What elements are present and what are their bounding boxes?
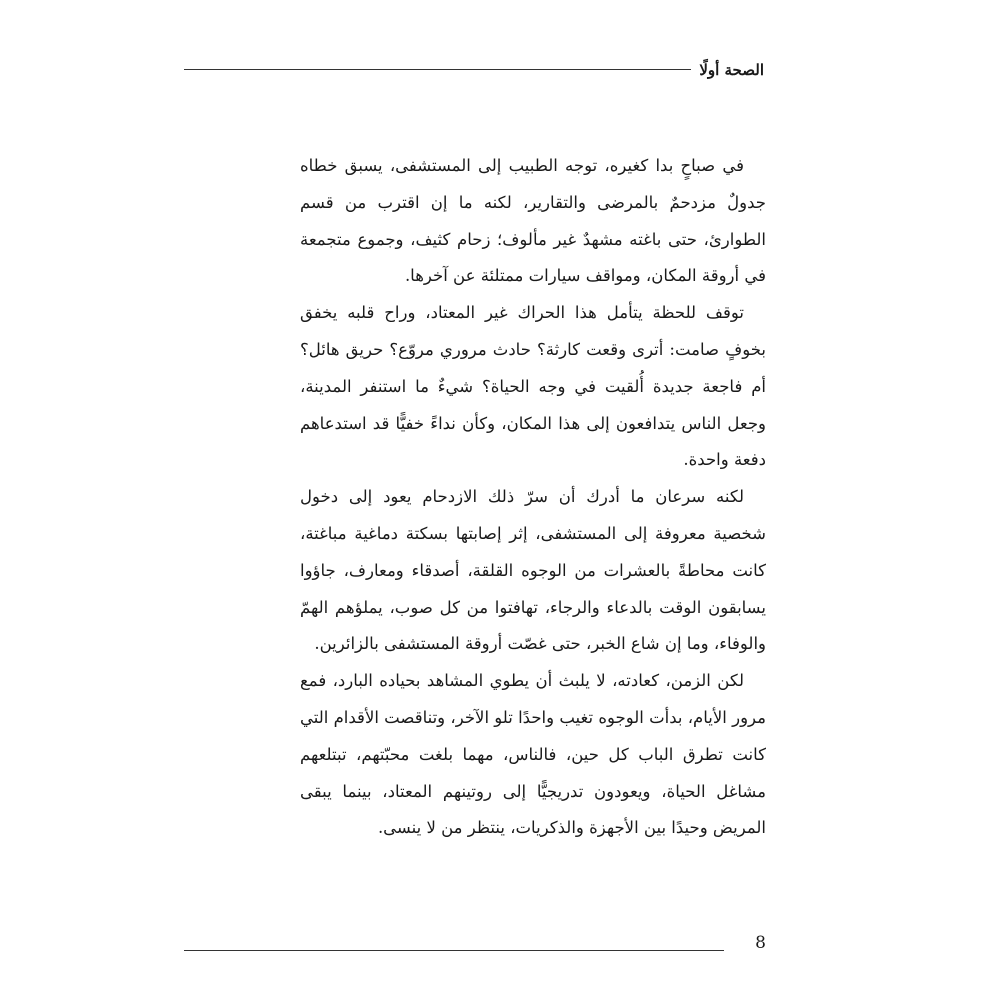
running-header-title: الصحة أولًا [699, 61, 764, 79]
paragraph: لكن الزمن، كعادته، لا يلبث أن يطوي المشاهد بحياده البارد، فمع مرور الأيام، بدأت الوجوه تغيب واحدًا تلو الآخر، وتناقصت الأقدام التي كانت تطرق الباب كل حين، فالناس، مهما بلغت محبّتهم، تبتلعهم مشاغل الحياة، ويعودون تدريجيًّا إلى روتينهم المعتاد، بينما يبقى المريض وحيدًا بين الأجهزة والذكريات، ينتظر من لا ينسى. [300, 671, 766, 838]
running-header [184, 50, 764, 80]
page-footer [184, 928, 766, 958]
paragraph: في صباحٍ بدا كغيره، توجه الطبيب إلى المستشفى، يسبق خطاه جدولٌ مزدحمٌ بالمرضى والتقارير، لكنه ما إن اقترب من قسم الطوارئ، حتى باغته مشهدٌ غير مألوف؛ زحام كثيف، وجموع متجمعة في أروقة المكان، ومواقف سيارات ممتلئة عن آخرها. [300, 156, 766, 286]
body-text [300, 148, 766, 847]
header-rule [184, 69, 691, 70]
paragraph: توقف للحظة يتأمل هذا الحراك غير المعتاد، وراح قلبه يخفق بخوفٍ صامت: أترى وقعت كارثة؟ حادث مروري مروّع؟ حريق هائل؟ أم فاجعة جديدة أُلقيت في وجه الحياة؟ شيءٌ ما استنفر المدينة، وجعل الناس يتدافعون إلى هذا المكان، وكأن نداءً خفيًّا قد استدعاهم دفعة واحدة. [300, 303, 766, 470]
paragraph: لكنه سرعان ما أدرك أن سرّ ذلك الازدحام يعود إلى دخول شخصية معروفة إلى المستشفى، إثر إصابتها بسكتة دماغية مباغتة، كانت محاطةً بالعشرات من الوجوه القلقة، أصدقاء ومعارف، جاؤوا يسابقون الوقت بالدعاء والرجاء، تهافتوا من كل صوب، يملؤهم الهمّ والوفاء، وما إن شاع الخبر، حتى غصّت أروقة المستشفى بالزائرين. [300, 487, 766, 654]
page-number: 8 [755, 933, 766, 953]
footer-rule [184, 950, 724, 951]
